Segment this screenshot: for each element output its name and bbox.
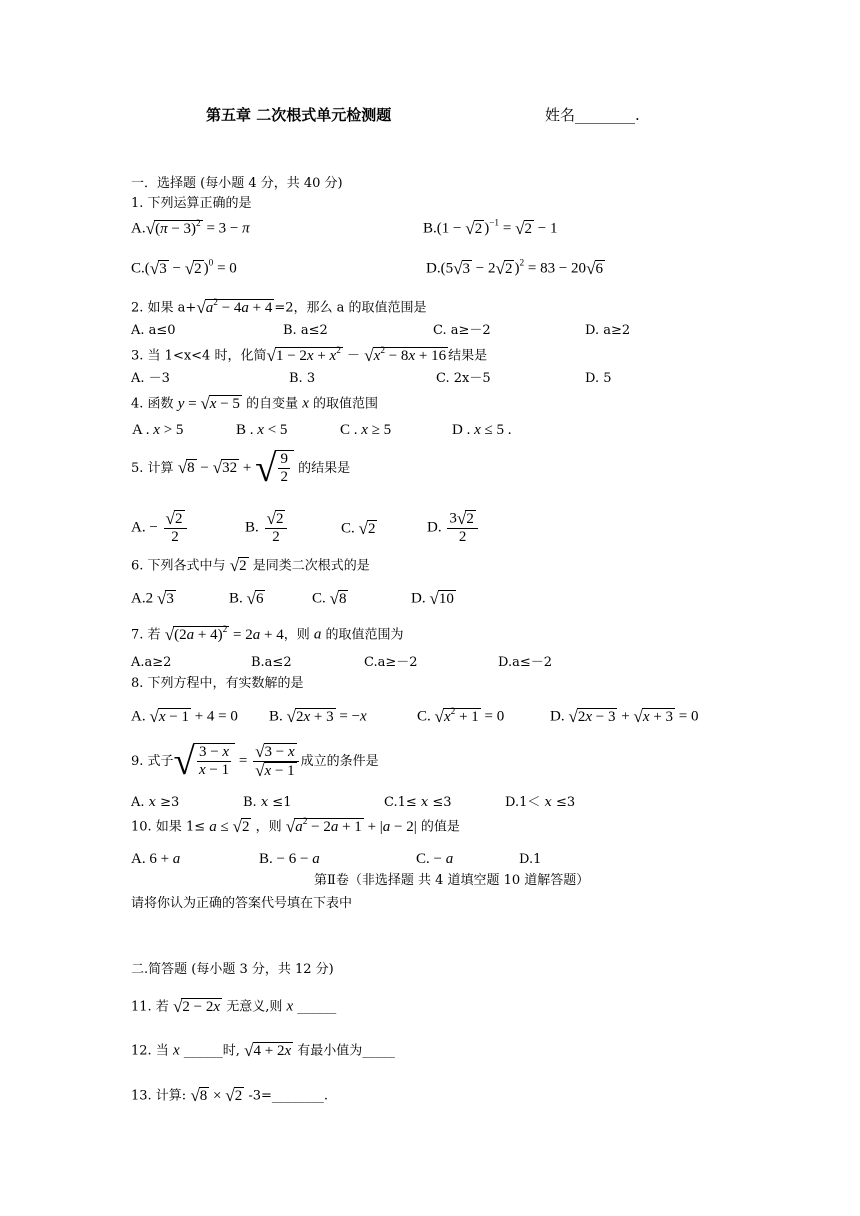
q10-option-c: C. − a (416, 851, 454, 867)
q5-option-d: D. 3 √ 2 2 (427, 510, 480, 546)
q12-answer-blank-1[interactable]: ______ (183, 1043, 223, 1059)
q9-option-b: B. x ≤1 (243, 795, 292, 810)
answer-instruction: 请将你认为正确的答案代号填在下表中 (131, 896, 353, 911)
q7-option-a: A.a≥2 (131, 655, 172, 670)
q3-option-d: D. 5 (585, 371, 612, 386)
q5-stem: 5. 计算 √ 8 − √ 32 + √ $\frac{9}{2}$ 的结果是 (131, 447, 351, 490)
q7-option-b: B.a≤2 (251, 655, 292, 670)
q10-option-b: B. − 6 − a (259, 851, 320, 867)
q3-stem: 3. 当 1<x<4 时，化简 √ $1 - 2x + x^2$ － √ $x^2 - 8x + 16$ 结果是 (131, 346, 488, 365)
q2-stem: 2. 如果 a+ √ $a^2 - 4a + 4$ =2，那么 a 的取值范围是 (131, 298, 427, 317)
q1-option-a: A. √ $(\pi - 3)^2$ = 3 − π (131, 219, 250, 238)
q6-option-a: A.2 √ 3 (131, 589, 174, 608)
q8-option-c: C. √ $x^2 + 1$ = 0 (417, 707, 505, 726)
q1-option-b: B.(1 − √ 2 )$^{-1}$ = √ 2 − 1 (423, 218, 558, 238)
q9-option-d: D.1＜ x ≤3 (505, 795, 576, 810)
q12-answer-blank-2[interactable]: _____ (362, 1043, 395, 1059)
q8-option-d: D. √ 2x − 3 + √ x + 3 = 0 (550, 707, 699, 726)
q12-stem: 12. 当 x ______时, √ 4 + 2x 有最小值为_____ (131, 1041, 395, 1060)
q5-option-a: A. − √ 2 2 (131, 510, 189, 546)
q4-option-c: C . x ≥ 5 (340, 422, 392, 438)
q5-option-b: B. √ 2 2 (245, 510, 289, 546)
q6-option-c: C. √ 8 (312, 589, 347, 608)
q4-stem: 4. 函数 y = √ x − 5 的自变量 x 的取值范围 (131, 394, 379, 413)
q8-option-a: A. √ x − 1 + 4 = 0 (131, 707, 238, 726)
q11-stem: 11. 若 √ 2 − 2x 无意义,则 x ______ (131, 997, 337, 1016)
q7-option-d: D.a≤－2 (498, 655, 553, 670)
q4-option-b: B . x < 5 (236, 422, 288, 438)
q2-option-a: A. a≤0 (131, 323, 176, 338)
q10-stem: 10. 如果 1≤ a ≤ √ 2 ，则 √ $a^2 - 2a + 1$ + |a − 2| 的值是 (131, 817, 460, 836)
q1-stem: 1. 下列运算正确的是 (131, 196, 252, 211)
q3-option-c: C. 2x－5 (436, 371, 491, 386)
q11-answer-blank[interactable]: ______ (297, 999, 337, 1015)
page-title: 第五章 二次根式单元检测题 (206, 106, 392, 124)
q10-option-d: D.1 (519, 852, 542, 867)
q2-option-d: D. a≥2 (585, 323, 631, 338)
q1-option-d: D.(5 √ 3 − 2 √ 2 )$^2$ = 83 − 20 √ 6 (426, 258, 604, 278)
q13-stem: 13. 计算: √ 8 × √ 2 -3=________. (131, 1086, 329, 1105)
q5-option-c: C. √ 2 (341, 519, 376, 538)
q8-option-b: B. √ 2x + 3 = −x (269, 707, 367, 726)
part-2-heading: 第Ⅱ卷（非选择题 共 4 道填空题 10 道解答题） (314, 873, 590, 888)
section-1-heading: 一．选择题 (每小题 4 分，共 40 分) (131, 176, 343, 191)
q2-option-c: C. a≥－2 (433, 323, 491, 338)
q8-stem: 8. 下列方程中，有实数解的是 (131, 676, 304, 691)
name-field-label: 姓名________. (545, 106, 640, 124)
q9-option-c: C.1≤ x ≤3 (384, 795, 452, 810)
q10-option-a: A. 6 + a (131, 851, 181, 867)
q6-stem: 6. 下列各式中与 √ 2 是同类二次根式的是 (131, 556, 370, 575)
q3-option-a: A. －3 (131, 371, 170, 386)
q9-stem: 9. 式子 √ $\frac{3 - x}{x - 1}$ = √ 3 − x √ x − 1 成立的条件是 (131, 740, 379, 784)
q9-option-a: A. x ≥3 (131, 795, 180, 810)
q7-option-c: C.a≥－2 (364, 655, 418, 670)
q4-option-d: D . x ≤ 5 . (452, 422, 512, 438)
q4-option-a: A . x > 5 (132, 422, 184, 438)
q1-option-c: C.( √ 3 − √ 2 )$^0$ = 0 (131, 258, 237, 278)
q3-option-b: B. 3 (289, 371, 316, 386)
q6-option-b: B. √ 6 (229, 589, 264, 608)
q6-option-d: D. √ 10 (411, 589, 454, 608)
q2-option-b: B. a≤2 (283, 323, 328, 338)
section-2-heading: 二.简答题 (每小题 3 分，共 12 分) (131, 962, 334, 977)
q7-stem: 7. 若 √ $(2a + 4)^2$ = 2a + 4，则 a 的取值范围为 (131, 625, 404, 644)
